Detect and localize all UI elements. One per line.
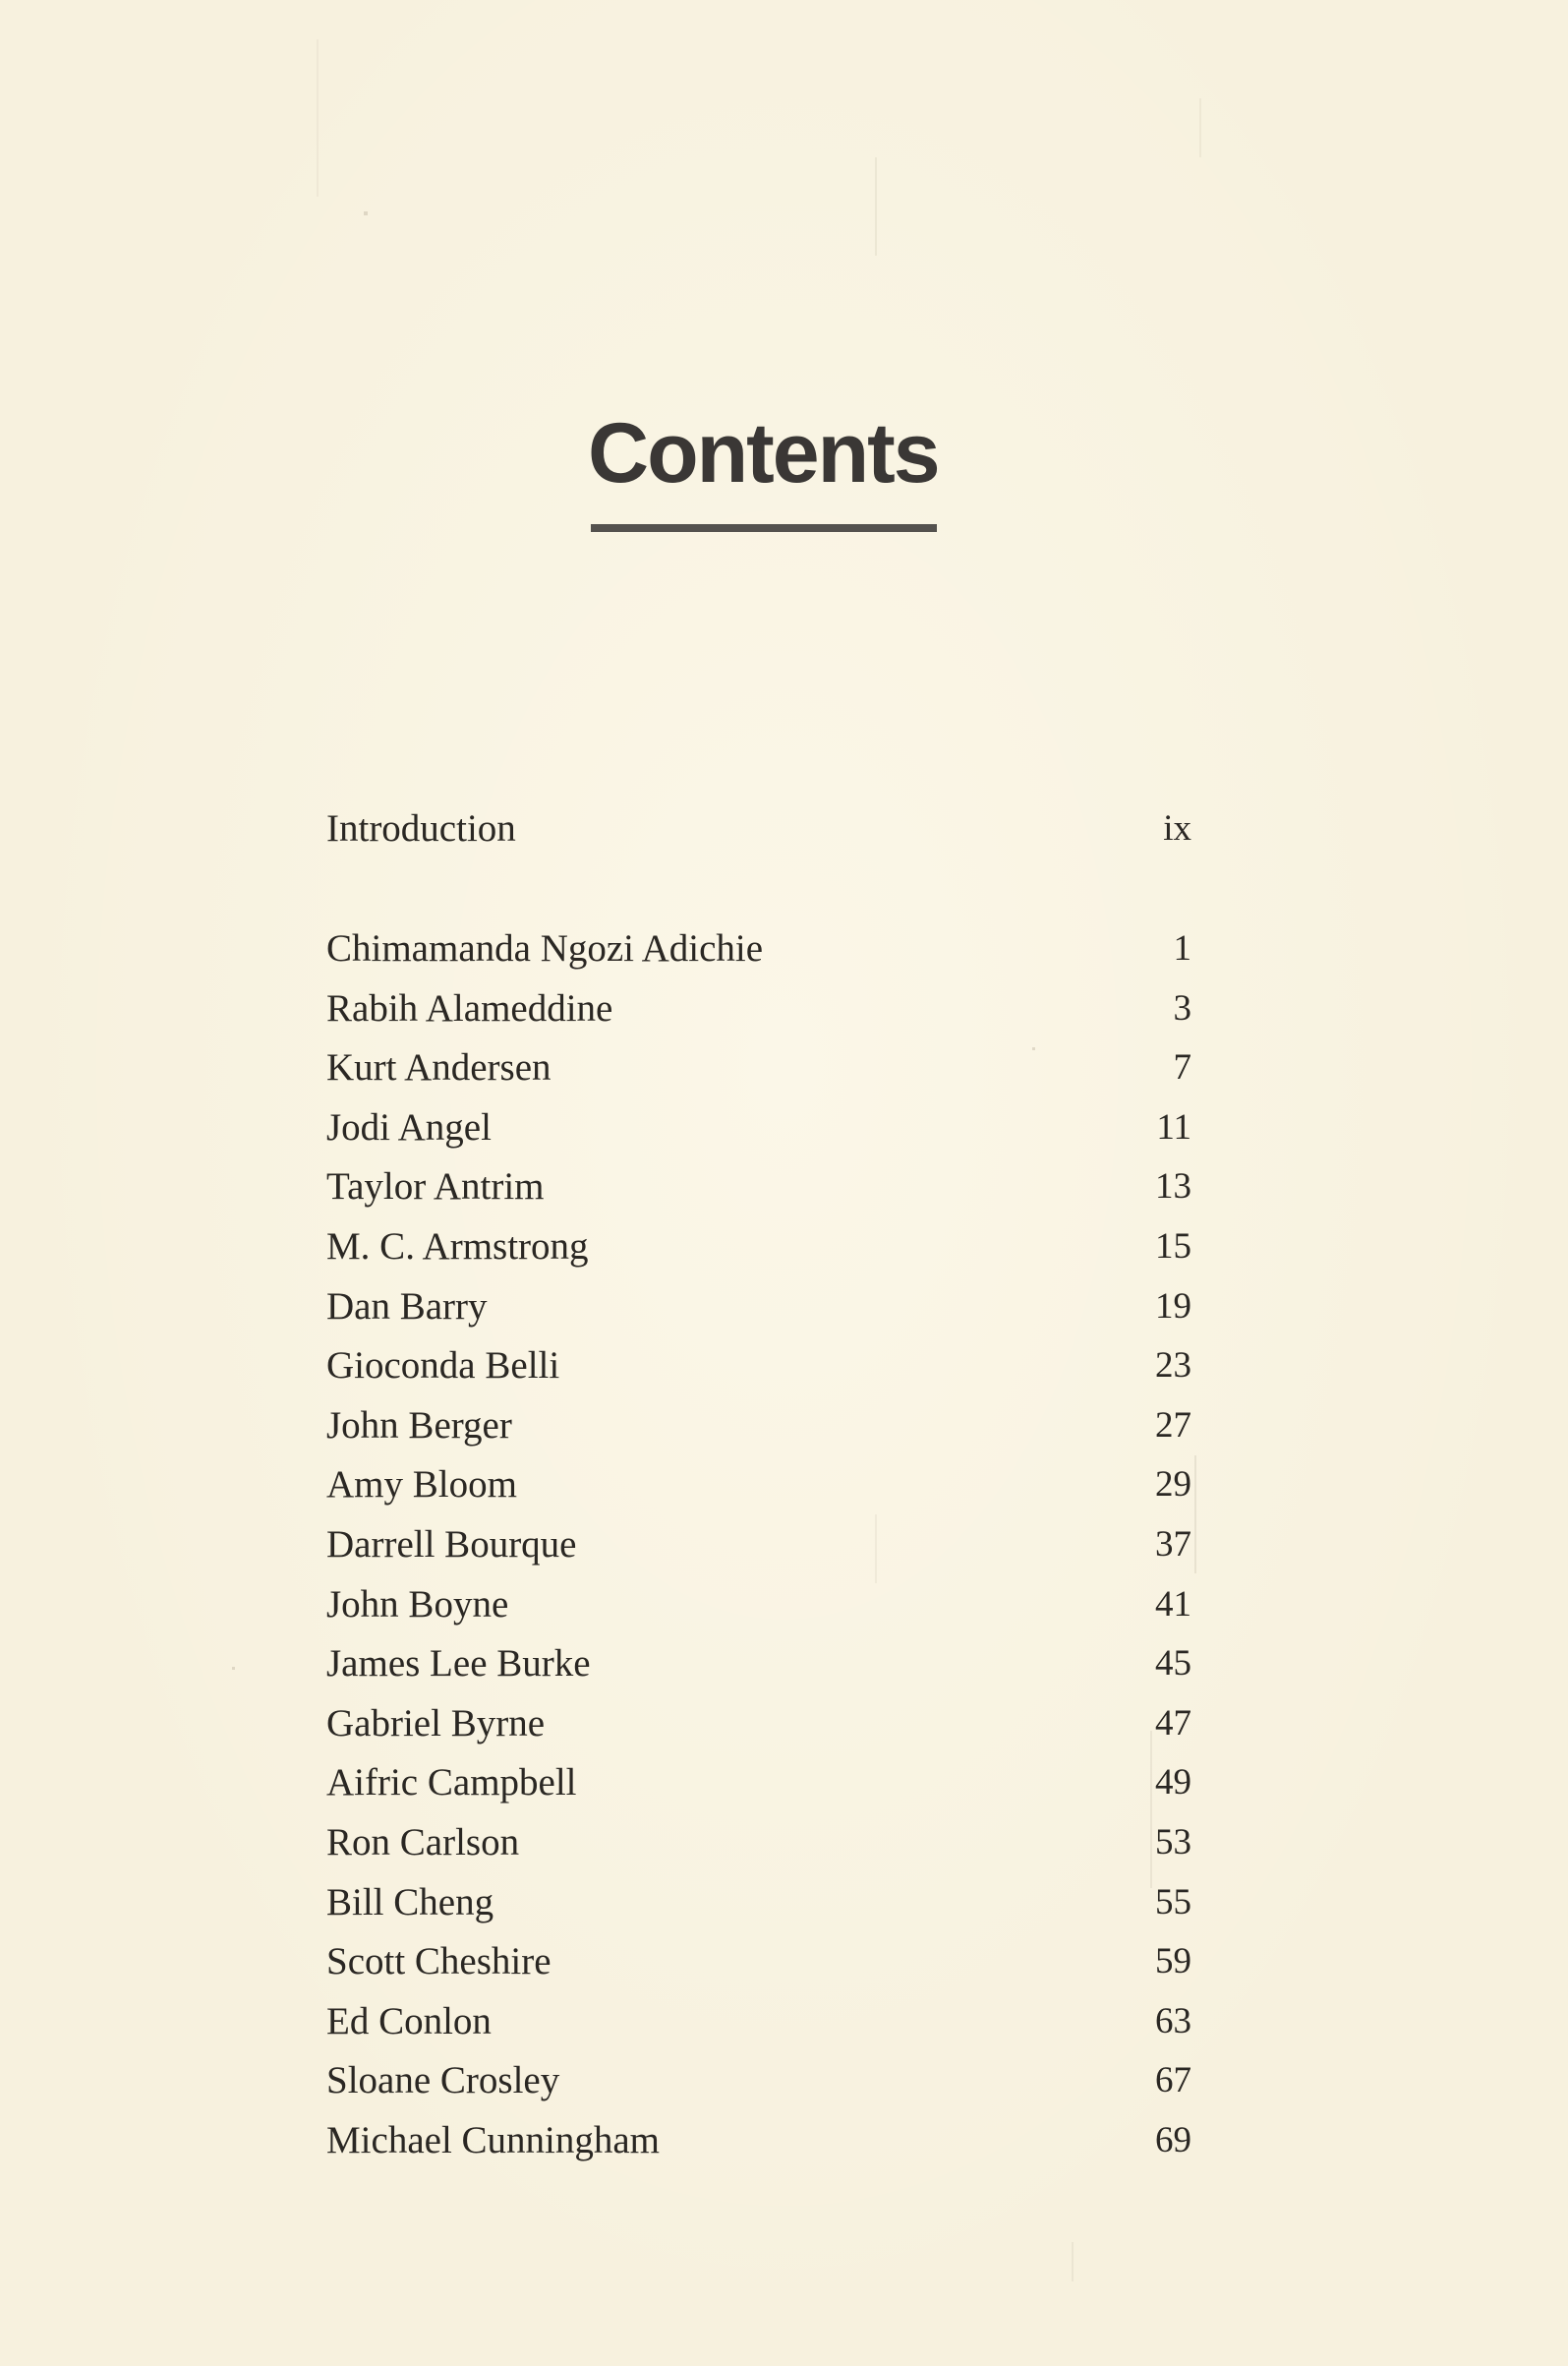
toc-entry [326,1520,1191,1569]
toc-entry [326,1222,1191,1272]
toc-entry-page-number: 11 [1156,1107,1191,1148]
toc-entry [326,924,1191,974]
toc-entry-page-number: 29 [1155,1464,1191,1505]
toc-entry-page-number: 45 [1155,1643,1191,1684]
toc-entry [326,1282,1191,1331]
toc-entry-name: Kurt Andersen [326,1046,552,1089]
toc-entry [326,2056,1191,2105]
toc-entry [326,2116,1191,2165]
title-underline [591,524,937,532]
toc-entry [326,1639,1191,1688]
toc-entry-page-number: 1 [1173,928,1191,969]
toc-entry-page-number: 59 [1155,1941,1191,1982]
toc-entry-name: Gabriel Byrne [326,1702,546,1745]
paper-speck [1194,1455,1196,1573]
toc-entry-name: Darrell Bourque [326,1523,577,1566]
toc-entry [326,1103,1191,1153]
toc-entry-page-number: 47 [1155,1703,1191,1744]
toc-entry-page-number: 67 [1155,2060,1191,2100]
toc-entry-name: Introduction [326,807,516,850]
paper-speck [1199,98,1201,157]
toc-entry-name: James Lee Burke [326,1642,591,1685]
toc-entry [326,1699,1191,1748]
toc-entry [326,1580,1191,1629]
toc-entry-name: Bill Cheng [326,1881,494,1923]
toc-entry [326,1460,1191,1509]
toc-entry-page-number: 13 [1155,1166,1191,1207]
toc-entry-page-number: 19 [1155,1286,1191,1327]
toc-entry-page-number: 63 [1155,2001,1191,2041]
toc-entry-page-number: 3 [1173,988,1191,1029]
toc-entry [326,984,1191,1034]
toc-entry-page-number: 49 [1155,1762,1191,1803]
toc-entry-name: Rabih Alameddine [326,987,613,1030]
toc-entry-name: Michael Cunningham [326,2119,661,2161]
toc-entry-name: Gioconda Belli [326,1344,560,1387]
toc-entry-name: Amy Bloom [326,1463,517,1506]
toc-entry-name: Taylor Antrim [326,1165,545,1208]
paper-speck [1072,2242,1074,2281]
toc-entry [326,1043,1191,1093]
toc-entry [326,1878,1191,1927]
toc-entry-name: John Berger [326,1404,512,1447]
toc-entry-page-number: 15 [1155,1226,1191,1267]
paper-speck [232,1667,235,1670]
toc-entry [326,1758,1191,1807]
toc-entry-page-number: 7 [1173,1047,1191,1088]
toc-entry-page-number: 27 [1155,1405,1191,1446]
toc-entry-name: Chimamanda Ngozi Adichie [326,927,764,970]
toc-entry-name: Sloane Crosley [326,2059,560,2101]
toc-entry-name: M. C. Armstrong [326,1225,589,1268]
toc-entry-introduction [326,804,1191,854]
toc-entry-name: John Boyne [326,1583,509,1626]
toc-entry-name: Aifric Campbell [326,1761,577,1804]
toc-entry-page-number: ix [1163,808,1191,849]
toc-entry-name: Ed Conlon [326,2000,492,2042]
toc-entry-name: Ron Carlson [326,1821,520,1863]
toc-entry-name: Scott Cheshire [326,1940,552,1982]
toc-entry-page-number: 37 [1155,1524,1191,1565]
paper-speck [875,157,877,256]
paper-speck [364,211,368,215]
toc-entry [326,1937,1191,1986]
toc-entry [326,1818,1191,1867]
toc-entry-page-number: 23 [1155,1345,1191,1386]
toc-entry-name: Dan Barry [326,1285,488,1328]
toc-entry-page-number: 53 [1155,1822,1191,1863]
toc-entry [326,1997,1191,2046]
toc-entry [326,1162,1191,1212]
toc-entry-page-number: 55 [1155,1882,1191,1922]
toc-entry-name: Jodi Angel [326,1106,492,1149]
toc-entry [326,1401,1191,1450]
toc-entry-page-number: 41 [1155,1584,1191,1625]
paper-speck [317,39,319,197]
toc-entry-page-number: 69 [1155,2120,1191,2160]
page-title: Contents [588,406,939,501]
toc-entry [326,1341,1191,1390]
